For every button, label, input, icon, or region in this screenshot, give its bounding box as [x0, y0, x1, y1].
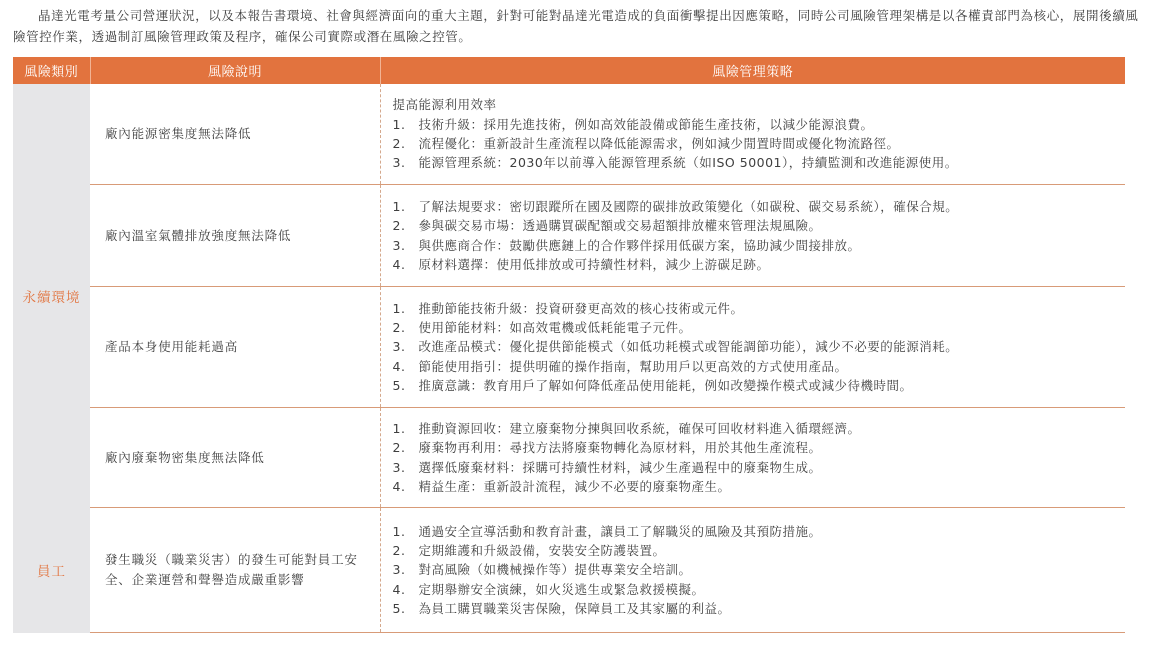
item-number: 2. [392, 136, 406, 151]
item-text: 定期維護和升級設備，安裝安全防護裝置。 [418, 543, 666, 559]
strategy-item [393, 522, 1116, 541]
strategy-list [393, 197, 1116, 274]
item-number: 3. [392, 237, 406, 253]
item-text: 推動節能技術升級：投資研發更高效的核心技術或元件。 [418, 300, 744, 316]
strategy-list [393, 522, 1116, 618]
table-header-row [13, 57, 1125, 84]
table-row [13, 287, 1125, 408]
header-risk-description: 風險說明 [90, 57, 380, 84]
strategy-item [393, 560, 1116, 579]
item-text: 廢棄物再利用：尋找方法將廢棄物轉化為原材料，用於其他生產流程。 [418, 440, 822, 456]
strategy-item [393, 599, 1116, 618]
item-text: 為員工購買職業災害保險，保障員工及其家屬的利益。 [418, 600, 731, 616]
header-risk-strategy: 風險管理策略 [380, 57, 1125, 84]
item-number: 2. [392, 320, 406, 336]
risk-description: 廠內廢棄物密集度無法降低 [90, 408, 380, 508]
category-employees: 員工 [13, 508, 90, 633]
item-text: 通過安全宣導活動和教育計畫，讓員工了解職災的風險及其預防措施。 [418, 523, 822, 539]
risk-strategy [380, 408, 1125, 508]
strategy-item [393, 458, 1116, 477]
table-row [13, 408, 1125, 508]
strategy-item [393, 419, 1116, 438]
item-number: 2. [392, 440, 406, 456]
strategy-item [393, 153, 1116, 172]
risk-description: 發生職災（職業災害）的發生可能對員工安全、企業運營和聲譽造成嚴重影響 [90, 508, 380, 633]
item-text: 選擇低廢棄材料：採購可持續性材料，減少生產過程中的廢棄物生成。 [418, 459, 822, 475]
item-text: 使用節能材料：如高效電機或低耗能電子元件。 [418, 320, 692, 336]
strategy-item [393, 337, 1116, 356]
strategy-heading: 提高能源利用效率 [392, 97, 497, 113]
item-text: 推廣意識：教育用戶了解如何降低產品使用能耗，例如改變操作模式或減少待機時間。 [418, 377, 913, 393]
item-number: 4. [392, 256, 406, 272]
strategy-list [393, 115, 1116, 173]
item-number: 1. [392, 523, 406, 539]
strategy-item [393, 477, 1116, 496]
risk-description: 廠內能源密集度無法降低 [90, 84, 380, 185]
item-text: 參與碳交易市場：透過購買碳配額或交易超額排放權來管理法規風險。 [418, 218, 822, 234]
item-number: 2. [392, 218, 406, 234]
item-text: 能源管理系統：2030年以前導入能源管理系統（如ISO 50001），持續監測和改進能源使用。 [418, 155, 958, 171]
item-number: 2. [392, 543, 406, 559]
table-row [13, 84, 1125, 185]
risk-description: 產品本身使用能耗過高 [90, 287, 380, 408]
strategy-item [393, 541, 1116, 560]
intro-paragraph [13, 5, 1143, 47]
risk-description: 廠內溫室氣體排放強度無法降低 [90, 185, 380, 287]
item-text: 流程優化：重新設計生產流程以降低能源需求，例如減少閒置時間或優化物流路徑。 [418, 136, 900, 151]
strategy-item [393, 197, 1116, 216]
item-number: 1. [392, 116, 406, 132]
strategy-item [393, 299, 1116, 318]
strategy-item [393, 376, 1116, 395]
item-number: 3. [392, 339, 406, 355]
item-number: 3. [392, 562, 406, 578]
risk-management-table [13, 57, 1125, 633]
item-number: 1. [392, 300, 406, 316]
item-text: 精益生產：重新設計流程，減少不必要的廢棄物產生。 [418, 478, 731, 494]
strategy-item [393, 580, 1116, 599]
risk-strategy [380, 185, 1125, 287]
item-number: 4. [392, 581, 406, 597]
item-text: 對高風險（如機械操作等）提供專業安全培訓。 [418, 562, 692, 578]
strategy-item [393, 438, 1116, 457]
intro-text: 晶達光電考量公司營運狀況，以及本報告書環境、社會與經濟面向的重大主題，針對可能對晶達光電造成的負面衝擊提出因應策略，同時公司風險管理架構是以各權責部門為核心，展開後續風險管控作業，透過制訂風險管理政策及程序，確保公司實際或潛在風險之控管。 [13, 8, 1139, 44]
item-number: 5. [392, 377, 406, 393]
strategy-item [393, 357, 1116, 376]
strategy-item [393, 115, 1116, 134]
category-sustainable-environment: 永續環境 [13, 84, 90, 508]
item-text: 與供應商合作：鼓勵供應鏈上的合作夥伴採用低碳方案，協助減少間接排放。 [418, 237, 861, 253]
item-number: 1. [392, 198, 406, 214]
item-number: 3. [392, 155, 406, 171]
item-text: 了解法規要求：密切跟蹤所在國及國際的碳排放政策變化（如碳稅、碳交易系統），確保合規。 [418, 198, 959, 214]
item-number: 3. [392, 459, 406, 475]
strategy-item [393, 318, 1116, 337]
strategy-list [393, 299, 1116, 395]
strategy-item [393, 216, 1116, 235]
strategy-item [393, 255, 1116, 274]
risk-strategy [380, 508, 1125, 633]
item-number: 4. [392, 358, 406, 374]
strategy-item [393, 134, 1116, 153]
risk-strategy [380, 84, 1125, 185]
risk-strategy [380, 287, 1125, 408]
item-number: 1. [392, 420, 406, 436]
item-text: 技術升級：採用先進技術，例如高效能設備或節能生產技術，以減少能源浪費。 [418, 116, 874, 132]
item-number: 5. [392, 600, 406, 616]
item-text: 原材料選擇：使用低排放或可持續性材料，減少上游碳足跡。 [418, 256, 770, 272]
table-row [13, 185, 1125, 287]
item-number: 4. [392, 478, 406, 494]
strategy-item [393, 236, 1116, 255]
item-text: 節能使用指引：提供明確的操作指南，幫助用戶以更高效的方式使用產品。 [418, 358, 848, 374]
header-risk-category: 風險類別 [13, 57, 90, 84]
strategy-list [393, 419, 1116, 496]
item-text: 改進產品模式：優化提供節能模式（如低功耗模式或智能調節功能），減少不必要的能源消耗。 [418, 339, 959, 355]
item-text: 推動資源回收：建立廢棄物分揀與回收系統，確保可回收材料進入循環經濟。 [418, 420, 861, 436]
table-row [13, 508, 1125, 633]
item-text: 定期舉辦安全演練，如火災逃生或緊急救援模擬。 [418, 581, 705, 597]
